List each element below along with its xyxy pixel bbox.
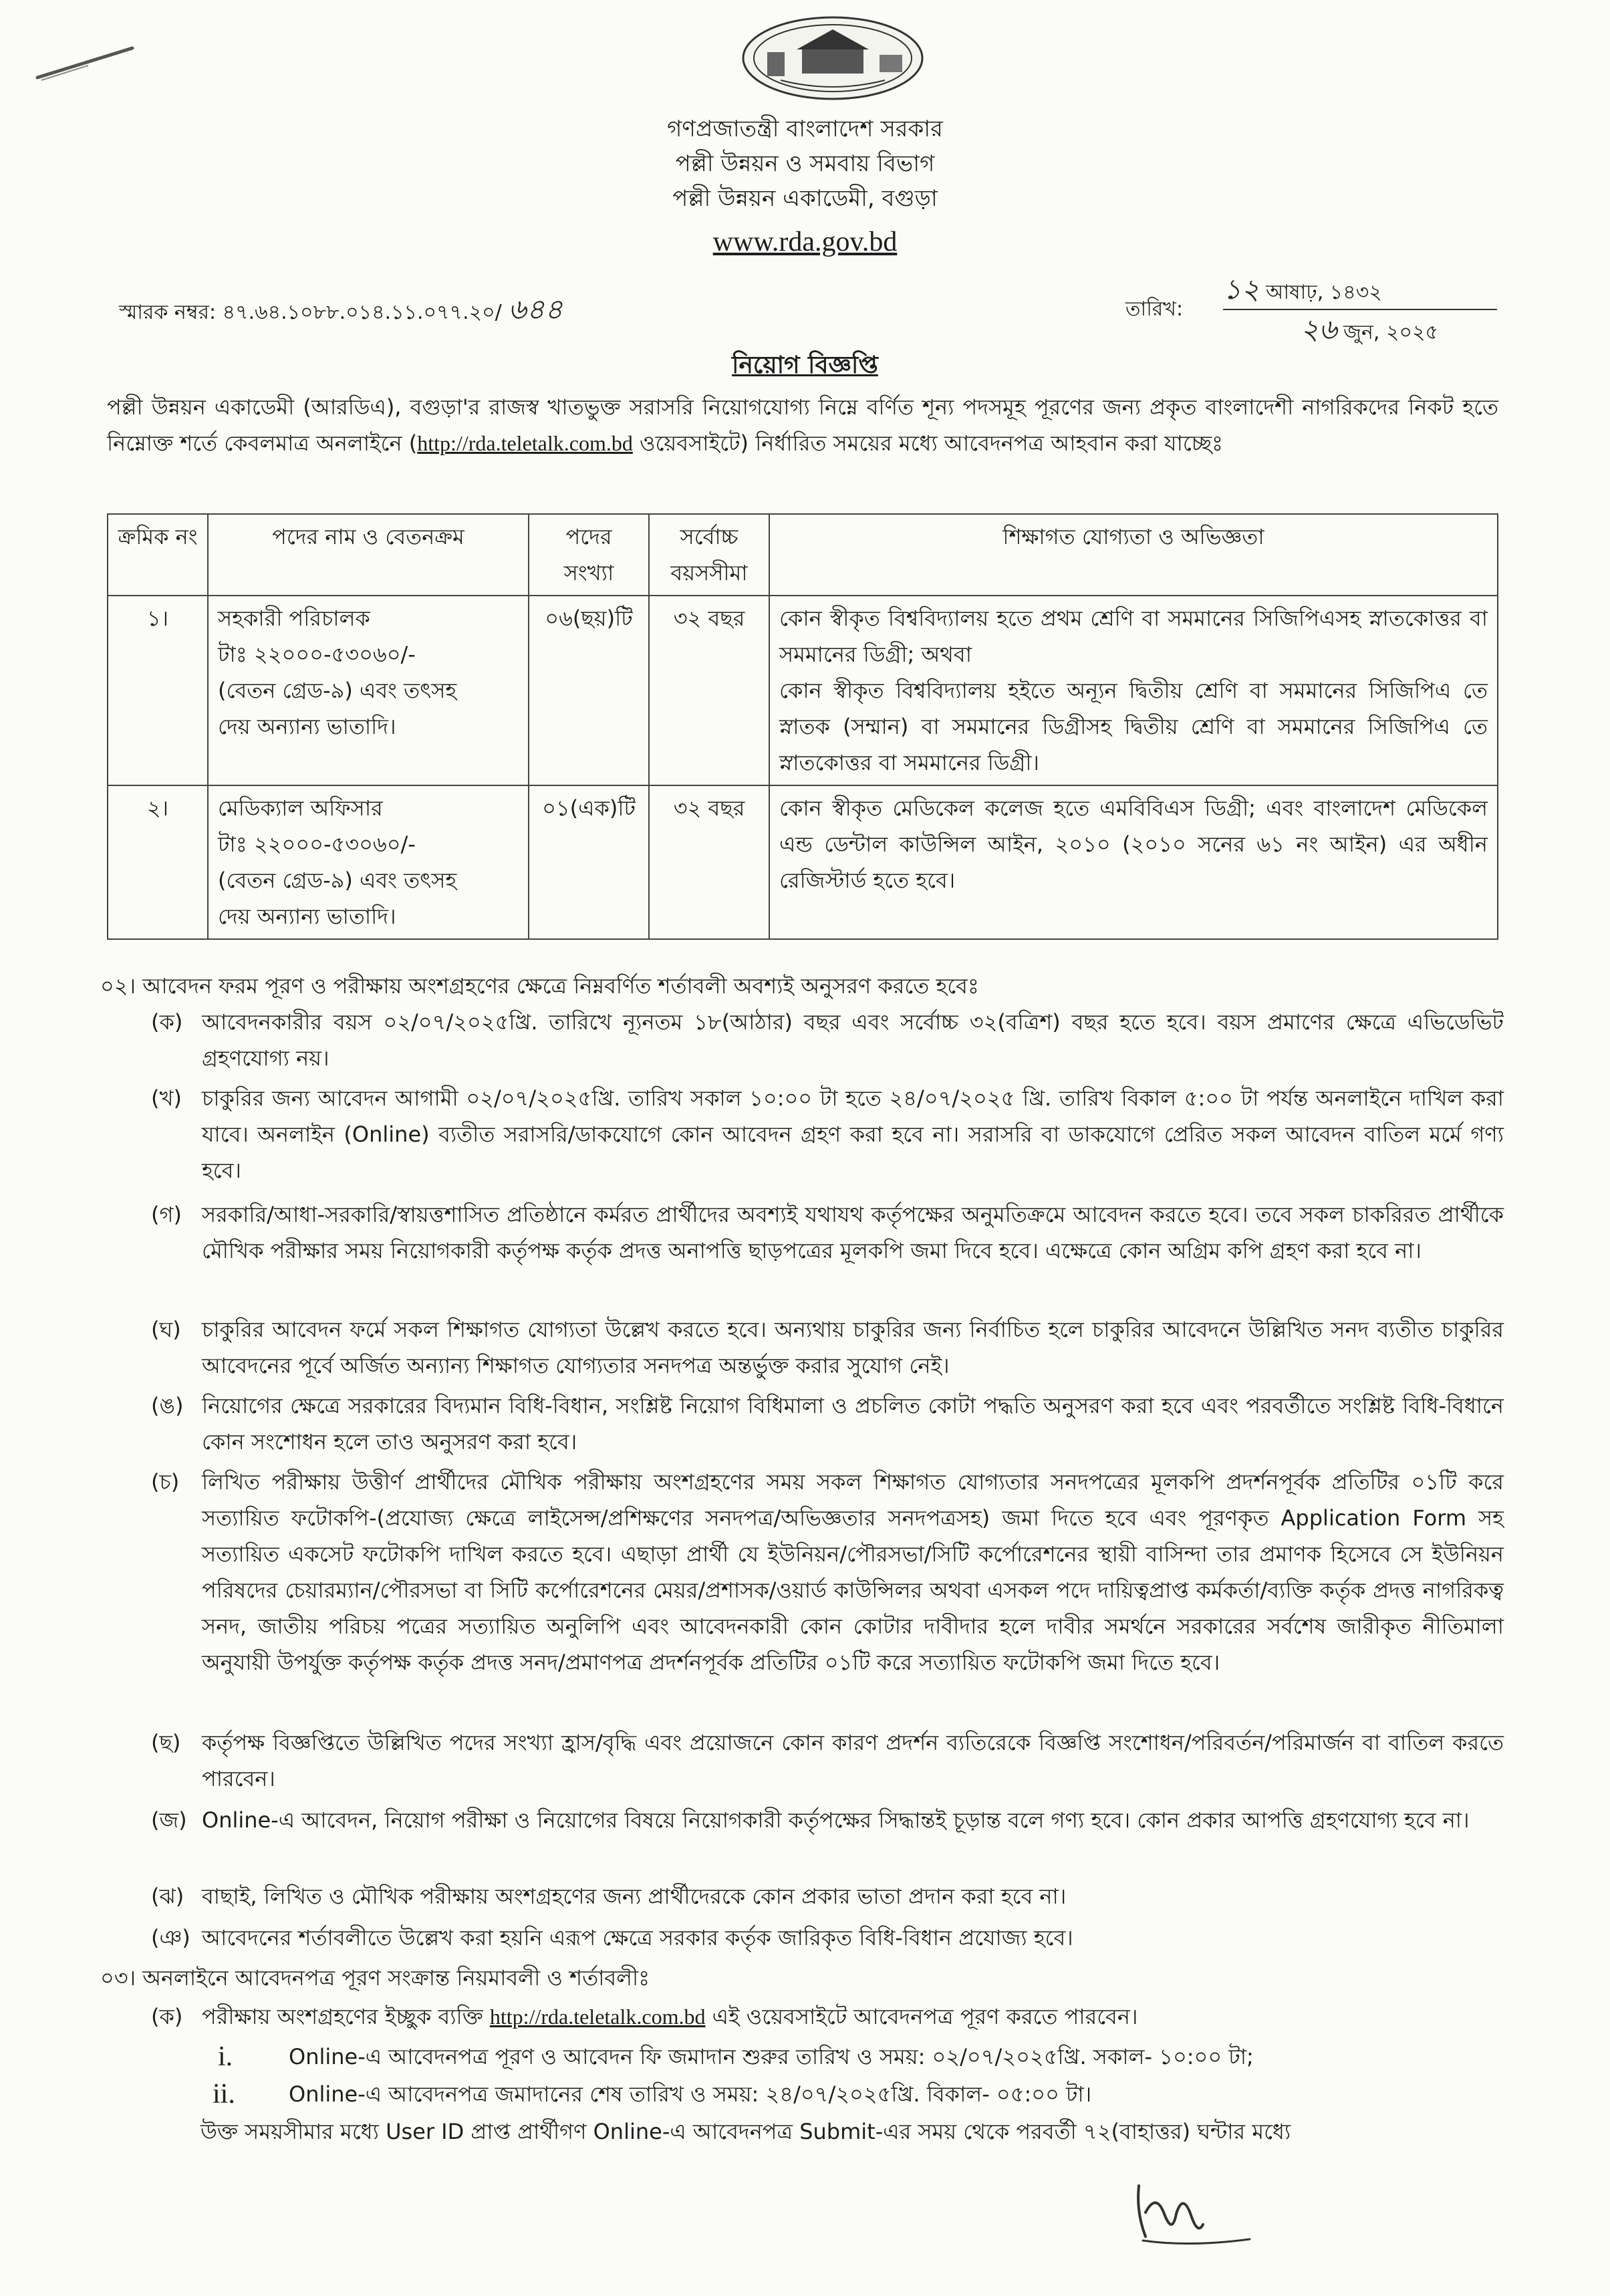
govt-name: গণপ্রজাতন্ত্রী বাংলাদেশ সরকার bbox=[667, 116, 943, 142]
row-serial: ১। bbox=[108, 596, 208, 785]
table-row bbox=[108, 596, 1498, 785]
header-count: পদের সংখ্যা bbox=[529, 514, 649, 596]
date-divider bbox=[1223, 309, 1497, 310]
condition-ng bbox=[151, 1388, 1504, 1460]
pen-mark-icon bbox=[35, 44, 135, 84]
condition-nya bbox=[151, 1920, 1504, 1956]
row-post bbox=[208, 785, 529, 939]
condition-kh bbox=[151, 1080, 1504, 1188]
post-scale: টাঃ ২২০০০-৫৩০৬০/- bbox=[218, 832, 416, 857]
condition-label: (জ) bbox=[151, 1807, 187, 1833]
date-en-rest: জুন, ২০২৫ bbox=[1343, 321, 1438, 344]
header-serial: ক্রমিক নং bbox=[108, 514, 208, 596]
section-3-heading: ০৩। অনলাইনে আবেদনপত্র পূরণ সংক্রান্ত নিয়মাবলী ও শর্তাবলীঃ bbox=[100, 1965, 650, 1991]
academy-logo-icon bbox=[741, 15, 925, 102]
post-allowance: দেয় অন্যান্য ভাতাদি। bbox=[218, 904, 396, 929]
condition-label: (ঙ) bbox=[151, 1393, 184, 1418]
memo-number bbox=[119, 293, 563, 330]
row-age: ৩২ বছর bbox=[649, 596, 769, 785]
post-name: সহকারী পরিচালক bbox=[218, 606, 370, 631]
row-qualification bbox=[769, 785, 1498, 939]
condition-ch bbox=[151, 1464, 1504, 1680]
condition-label: (ছ) bbox=[151, 1730, 181, 1755]
condition-text: চাকুরির জন্য আবেদন আগামী ০২/০৭/২০২৫খ্রি. তারিখ সকাল ১০:০০ টা হতে ২৪/০৭/২০২৫ খ্রি. তারিখ বিকাল ৫:০০ টা পর্যন্ত অনলাইনে দাখিল করা যাবে। অনলাইন (Online) ব্যতীত সরাসরি/ডাকযোগে কোন আবেদন গ্রহণ করা হবে না। সরাসরি বা ডাকযোগে প্রেরিত সকল আবেদন বাতিল মর্মে গণ্য হবে। bbox=[202, 1086, 1504, 1183]
signature-icon bbox=[1129, 2166, 1256, 2253]
date-english bbox=[1301, 313, 1501, 350]
condition-label: (খ) bbox=[151, 1086, 182, 1111]
post-allowance: দেয় অন্যান্য ভাতাদি। bbox=[218, 714, 396, 739]
date-bangla-rest: আষাঢ়, ১৪৩২ bbox=[1266, 281, 1382, 304]
condition-label: (ক) bbox=[151, 1009, 183, 1035]
post-name: মেডিক্যাল অফিসার bbox=[218, 795, 383, 821]
sub-item-numeral: i. bbox=[218, 2041, 233, 2072]
date-bangla bbox=[1223, 273, 1497, 309]
division-name: পল্লী উন্নয়ন ও সমবায় বিভাগ bbox=[675, 150, 935, 177]
section-2-heading: ০২। আবেদন ফরম পূরণ ও পরীক্ষায় অংশগ্রহণের ক্ষেত্রে নিম্নবর্ণিত শর্তাবলী অবশ্যই অনুসরণ করতে হবেঃ bbox=[100, 973, 979, 999]
post-scale: টাঃ ২২০০০-৫৩০৬০/- bbox=[218, 642, 416, 667]
condition-text: কর্তৃপক্ষ বিজ্ঞপ্তিতে উল্লিখিত পদের সংখ্যা হ্রাস/বৃদ্ধি এবং প্রয়োজনে কোন কারণ প্রদর্শন ব্যতিরেকে বিজ্ঞপ্তি সংশোধন/পরিবর্তন/পরিমার্জন বা বাতিল করতে পারবেন। bbox=[202, 1730, 1504, 1791]
qualification-1: কোন স্বীকৃত বিশ্ববিদ্যালয় হতে প্রথম শ্রেণি বা সমমানের সিজিপিএসহ স্নাতকোত্তর বা সমমানের ডিগ্রী; অথবা bbox=[779, 606, 1488, 667]
condition-j bbox=[151, 1802, 1504, 1838]
notice-title: নিয়োগ বিজ্ঞপ্তি bbox=[732, 352, 878, 379]
date-bangla-day: ১২ bbox=[1223, 273, 1260, 305]
online-apply-link[interactable]: http://rda.teletalk.com.bd bbox=[489, 2005, 706, 2029]
row-count: ০১(এক)টি bbox=[529, 785, 649, 939]
date-label: তারিখ: bbox=[1125, 297, 1184, 321]
condition-label: (ঘ) bbox=[151, 1317, 181, 1342]
condition-text: বাছাই, লিখিত ও মৌখিক পরীক্ষায় অংশগ্রহণের জন্য প্রার্থীদেরকে কোন প্রকার ভাতা প্রদান করা হবে না। bbox=[202, 1884, 1067, 1909]
intro-paragraph bbox=[107, 389, 1498, 461]
row-post bbox=[208, 596, 529, 785]
sub-item-numeral: ii. bbox=[213, 2079, 235, 2110]
condition-label: (ঝ) bbox=[151, 1884, 184, 1909]
sub-item-text: Online-এ আবেদনপত্র জমাদানের শেষ তারিখ ও সময়: ২৪/০৭/২০২৫খ্রি. বিকাল- ০৫:০০ টা। bbox=[289, 2081, 1092, 2107]
condition-label: (চ) bbox=[151, 1469, 180, 1495]
post-grade: (বেতন গ্রেড-৯) এবং তৎসহ bbox=[218, 678, 457, 703]
table-header-row bbox=[108, 514, 1498, 596]
header-age: সর্বোচ্চ বয়সসীমা bbox=[649, 514, 769, 596]
memo-label: স্মারক নম্বর: ৪৭.৬৪.১০৮৮.০১৪.১১.০৭৭.২০/ bbox=[119, 301, 502, 324]
row-qualification bbox=[769, 596, 1498, 785]
online-item-text bbox=[151, 1999, 1504, 2035]
header-post: পদের নাম ও বেতনক্রম bbox=[208, 514, 529, 596]
condition-k bbox=[151, 1004, 1504, 1076]
condition-text: নিয়োগের ক্ষেত্রে সরকারের বিদ্যমান বিধি-বিধান, সংশ্লিষ্ট নিয়োগ বিধিমালা ও প্রচলিত কোটা পদ্ধতি অনুসরণ করা হবে এবং পরবর্তীতে সংশ্লিষ্ট বিধি-বিধানে কোন সংশোধন হলে তাও অনুসরণ করা হবে। bbox=[202, 1393, 1504, 1454]
date-en-day: ২৬ bbox=[1301, 313, 1337, 346]
sub-item-text: Online-এ আবেদনপত্র পূরণ ও আবেদন ফি জমাদান শুরুর তারিখ ও সময়: ০২/০৭/২০২৫খ্রি. সকাল- ১০:০০ টা; bbox=[289, 2044, 1254, 2069]
online-item-text-1: পরীক্ষায় অংশগ্রহণের ইচ্ছুক ব্যক্তি bbox=[202, 2004, 490, 2029]
academy-name: পল্লী উন্নয়ন একাডেমী, বগুড়া bbox=[672, 185, 938, 212]
condition-g bbox=[151, 1196, 1504, 1269]
online-item-label: (ক) bbox=[151, 2004, 183, 2029]
qualification-2: কোন স্বীকৃত বিশ্ববিদ্যালয় হইতে অন্যূন দ্বিতীয় শ্রেণি বা সমমানের সিজিপিএ তে স্নাতক (সম্মান) বা সমমানের ডিগ্রীসহ দ্বিতীয় শ্রেণি বা সমমানের সিজিপিএ তে স্নাতকোত্তর বা সমমানের ডিগ্রী। bbox=[779, 678, 1488, 775]
condition-text: আবেদনকারীর বয়স ০২/০৭/২০২৫খ্রি. তারিখে ন্যূনতম ১৮(আঠার) বছর এবং সর্বোচ্চ ৩২(বত্রিশ) বছর হতে হবে। বয়স প্রমাণের ক্ষেত্রে এভিডেভিট গ্রহণযোগ্য নয়। bbox=[202, 1009, 1504, 1071]
memo-handwritten-number: ৬৪৪ bbox=[508, 293, 563, 326]
online-item-text-2: এই ওয়েবসাইটে আবেদনপত্র পূরণ করতে পারবেন। bbox=[705, 2004, 1138, 2029]
row-count: ০৬(ছয়)টি bbox=[529, 596, 649, 785]
online-last-line: উক্ত সময়সীমার মধ্যে User ID প্রাপ্ত প্রার্থীগণ Online-এ আবেদনপত্র Submit-এর সময় থেকে পরবর্তী ৭২(বাহাত্তর) ঘন্টার মধ্যে bbox=[200, 2119, 1291, 2144]
condition-chh bbox=[151, 1725, 1504, 1797]
posts-table bbox=[107, 513, 1498, 940]
condition-gh bbox=[151, 1311, 1504, 1384]
header-qualification: শিক্ষাগত যোগ্যতা ও অভিজ্ঞতা bbox=[769, 514, 1498, 596]
condition-label: (গ) bbox=[151, 1202, 182, 1227]
intro-text-1: পল্লী উন্নয়ন একাডেমী (আরডিএ), বগুড়া'র রাজস্ব খাতভুক্ত সরাসরি নিয়োগযোগ্য নিম্নে বর্ণিত শূন্য পদসমূহ পূরণের জন্য প্রকৃত বাংলাদেশী নাগরিকদের নিকট হতে নিম্নোক্ত শর্তে কেবলমাত্র অনলাইনে ( bbox=[107, 394, 1498, 456]
qualification-1: কোন স্বীকৃত মেডিকেল কলেজ হতে এমবিবিএস ডিগ্রী; এবং বাংলাদেশ মেডিকেল এন্ড ডেন্টাল কাউন্সিল আইন, ২০১০ (২০১০ সনের ৬১ নং আইন) এর অধীন রেজিস্টার্ড হতে হবে। bbox=[779, 795, 1488, 893]
condition-text: লিখিত পরীক্ষায় উত্তীর্ণ প্রার্থীদের মৌখিক পরীক্ষায় অংশগ্রহণের সময় সকল শিক্ষাগত যোগ্যতার সনদপত্রের মূলকপি প্রদর্শনপূর্বক প্রতিটির ০১টি করে সত্যায়িত ফটোকপি-(প্রযোজ্য ক্ষেত্রে লাইসেন্স/প্রশিক্ষণের সনদপত্র/অভিজ্ঞতার সনদপত্রসহ) জমা দিতে হবে এবং পূরণকৃত Application Form সহ সত্যায়িত একসেট ফটোকপি দাখিল করতে হবে। এছাড়া প্রার্থী যে ইউনিয়ন/পৌরসভা/সিটি কর্পোরেশনের স্থায়ী বাসিন্দা তার প্রমাণক হিসেবে সে ইউনিয়ন পরিষদের চেয়ারম্যান/পৌরসভা বা সিটি কর্পোরেশনের মেয়র/প্রশাসক/ওয়ার্ড কাউন্সিলর অথবা এসকল পদে দায়িত্বপ্রাপ্ত কর্মকর্তা/ব্যক্তি কর্তৃক প্রদত্ত নাগরিকত্ব সনদ, জাতীয় পরিচয় পত্রের সত্যায়িত অনুলিপি এবং আবেদনকারী কোন কোটার দাবীদার হলে দাবীর সমর্থনে সরকারের সর্বশেষ জারীকৃত নীতিমালা অনুযায়ী উপর্যুক্ত কর্তৃপক্ষ কর্তৃক প্রদত্ত সনদ/প্রমাণপত্র প্রদর্শনপূর্বক প্রতিটির ০১টি করে সত্যায়িত ফটোকপি জমা দিতে হবে। bbox=[202, 1469, 1504, 1675]
intro-apply-link[interactable]: http://rda.teletalk.com.bd bbox=[417, 431, 633, 455]
intro-text-2: ওয়েবসাইটে) নির্ধারিত সময়ের মধ্যে আবেদনপত্র আহবান করা যাচ্ছেঃ bbox=[632, 430, 1224, 456]
row-serial: ২। bbox=[108, 785, 208, 939]
condition-text: সরকারি/আধা-সরকারি/স্বায়ত্তশাসিত প্রতিষ্ঠানে কর্মরত প্রার্থীদের অবশ্যই যথাযথ কর্তৃপক্ষের অনুমতিক্রমে আবেদন করতে হবে। তবে সকল চাকরিরত প্রার্থীকে মৌখিক পরীক্ষার সময় নিয়োগকারী কর্তৃপক্ষ কর্তৃক প্রদত্ত অনাপত্তি ছাড়পত্রের মূলকপি জমা দিবে হবে। এক্ষেত্রে কোন অগ্রিম কপি গ্রহণ করা হবে না। bbox=[202, 1202, 1504, 1263]
condition-text: চাকুরির আবেদন ফর্মে সকল শিক্ষাগত যোগ্যতা উল্লেখ করতে হবে। অন্যথায় চাকুরির জন্য নির্বাচিত হলে চাকুরির আবেদনে উল্লিখিত সনদ ব্যতীত চাকুরির আবেদনের পূর্বে অর্জিত অন্যান্য শিক্ষাগত যোগ্যতার সনদপত্র অন্তর্ভুক্ত করার সুযোগ নেই। bbox=[202, 1317, 1504, 1378]
website-link[interactable]: www.rda.gov.bd bbox=[712, 227, 898, 257]
condition-jh bbox=[151, 1878, 1504, 1914]
condition-text: Online-এ আবেদন, নিয়োগ পরীক্ষা ও নিয়োগের বিষয়ে নিয়োগকারী কর্তৃপক্ষের সিদ্ধান্তই চূড়ান্ত বলে গণ্য হবে। কোন প্রকার আপত্তি গ্রহণযোগ্য হবে না। bbox=[202, 1807, 1470, 1833]
post-grade: (বেতন গ্রেড-৯) এবং তৎসহ bbox=[218, 868, 457, 893]
condition-label: (ঞ) bbox=[151, 1925, 190, 1950]
condition-text: আবেদনের শর্তাবলীতে উল্লেখ করা হয়নি এরূপ ক্ষেত্রে সরকার কর্তৃক জারিকৃত বিধি-বিধান প্রযোজ্য হবে। bbox=[202, 1925, 1073, 1950]
online-item-k bbox=[151, 1999, 1504, 2035]
row-age: ৩২ বছর bbox=[649, 785, 769, 939]
table-row bbox=[108, 785, 1498, 939]
